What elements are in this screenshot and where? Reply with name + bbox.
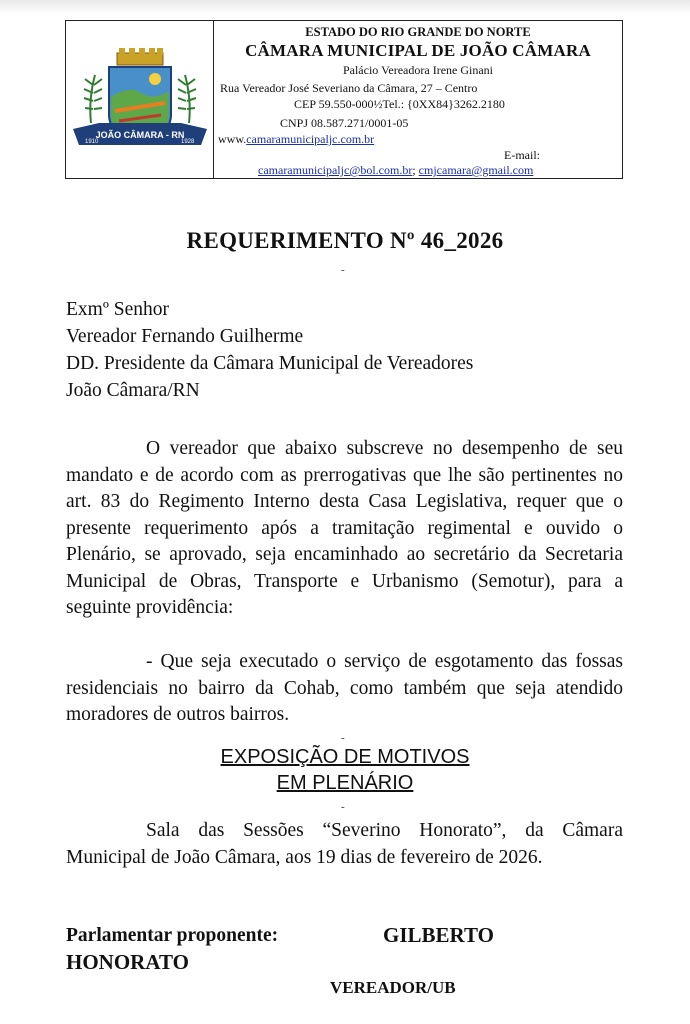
separator-mark: -: [341, 264, 345, 276]
email-label: E-mail:: [504, 148, 540, 162]
website-line: [218, 132, 374, 147]
letterhead-info: [214, 21, 622, 178]
email-line: [258, 163, 533, 178]
closing-paragraph: [66, 818, 623, 871]
email-link-2[interactable]: cmjcamara@gmail.com: [418, 163, 534, 177]
website-prefix: www.: [218, 132, 247, 146]
state-name: ESTADO DO RIO GRANDE DO NORTE: [305, 25, 531, 39]
addressee-line: Vereador Fernando Guilherme: [66, 326, 304, 347]
exposicao-line-1: EXPOSIÇÃO DE MOTIVOS: [220, 746, 470, 768]
addressee-line: DD. Presidente da Câmara Municipal de Vereadores: [66, 353, 474, 374]
exposicao-line-2: EM PLENÁRIO: [276, 772, 414, 794]
cep-phone: CEP 59.550-000½Tel.: {0XX84}3262.2180: [294, 97, 505, 111]
signature-label: Parlamentar proponente:: [66, 925, 279, 946]
request-paragraph: [66, 436, 623, 622]
email-link-1[interactable]: camaramunicipaljc@bol.com.br: [258, 163, 413, 177]
letterhead: [65, 20, 623, 179]
institution-name: CÂMARA MUNICIPAL DE JOÃO CÂMARA: [245, 41, 591, 60]
banner-text: JOÃO CÂMARA - RN: [95, 129, 184, 140]
addressee-line: Exmº Senhor: [66, 299, 169, 320]
provision-paragraph: [66, 649, 623, 729]
palace-name: Palácio Vereadora Irene Ginani: [342, 63, 494, 77]
provision-text: - Que seja executado o serviço de esgotamento das fossas residenciais no bairro da Cohab, como também que seja atendido moradores de outros bairros.: [66, 651, 623, 725]
signature-first-name: GILBERTO: [383, 923, 494, 947]
banner-year-left: 1910: [84, 138, 98, 145]
separator-mark: -: [341, 801, 345, 813]
street-address: Rua Vereador José Severiano da Câmara, 27 – Centro: [220, 81, 478, 95]
signature-last-name: HONORATO: [66, 950, 189, 974]
website-link[interactable]: camaramunicipaljc.com.br: [246, 132, 375, 146]
municipal-coat-of-arms: [66, 21, 214, 178]
addressee-line: João Câmara/RN: [66, 380, 200, 401]
addressee-block: [66, 296, 473, 404]
coat-of-arms-icon: [69, 45, 211, 155]
email-separator: ;: [412, 163, 419, 177]
top-shadow: [0, 0, 690, 14]
document-title: REQUERIMENTO Nº 46_2026: [186, 228, 504, 253]
separator-mark: -: [341, 732, 345, 744]
banner-year-right: 1928: [180, 138, 194, 145]
closing-text: Sala das Sessões “Severino Honorato”, da Câmara Municipal de João Câmara, aos 19 dias de fevereiro de 2026.: [66, 820, 623, 868]
cnpj: CNPJ 08.587.271/0001-05: [280, 116, 409, 130]
signature-role: VEREADOR/UB: [330, 978, 456, 997]
request-text: O vereador que abaixo subscreve no desempenho de seu mandato e de acordo com as prerrogativas que lhe são pertinentes no art. 83 do Regimento Interno desta Casa Legislativa, requer que o presente requerimento após a tramitação regimental e ouvido o Plenário, se aprovado, seja encaminhado ao secretário da Secretaria Municipal de Obras, Transporte e Urbanismo (Semotur), para a seguinte providência:: [66, 438, 623, 618]
exposicao-heading: [0, 744, 690, 796]
